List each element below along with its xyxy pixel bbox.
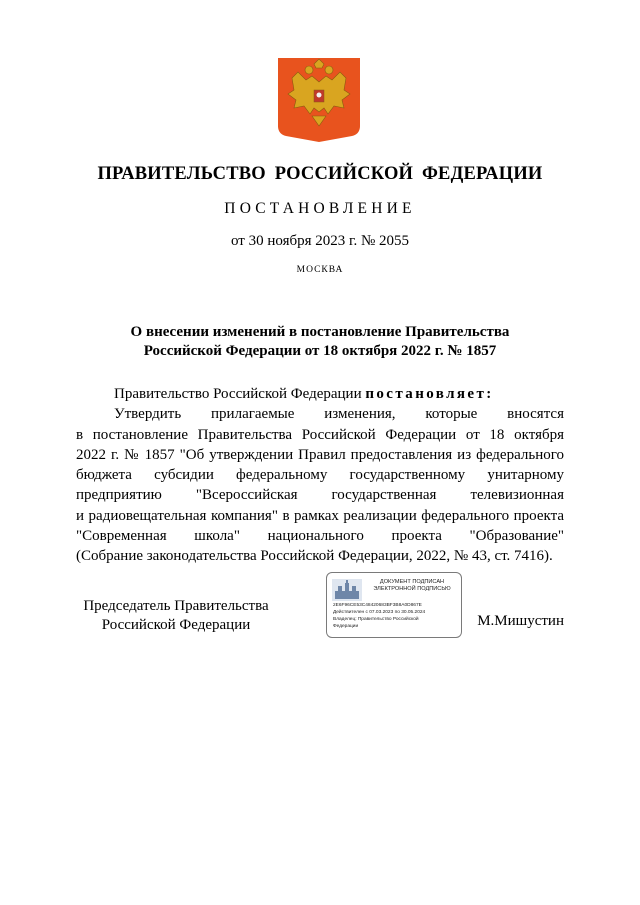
document-type: ПОСТАНОВЛЕНИЕ: [224, 200, 416, 217]
stamp-header-line-2: ЭЛЕКТРОННОЙ ПОДПИСЬЮ: [373, 586, 451, 592]
body-line: и радиовещательная компания" в рамках реализации федерального проекта: [76, 507, 564, 524]
document-subject: [0, 323, 640, 361]
stamp-owner-line-2: Федерации: [333, 624, 359, 629]
signer-position-line-1: Председатель Правительства: [83, 598, 269, 614]
body-line: "Современная школа" национального проекта "Образование": [76, 528, 564, 545]
signer-position-line-2: Российской Федерации: [101, 617, 251, 633]
resolves-word: постановляет:: [365, 386, 494, 402]
stamp-validity: Действителен с 07.03.2023 по 30.05.2024: [333, 610, 426, 615]
stamp-certificate: 2E6F96CE53C48420683BF3B8A0D867E: [333, 603, 422, 608]
body-line: предприятию "Всероссийская государственная телевизионная: [76, 487, 564, 504]
coat-of-arms-icon: [332, 579, 362, 601]
subject-line-1: О внесении изменений в постановление Правительства: [130, 324, 510, 340]
body-line: (Собрание законодательства Российской Федерации, 2022, № 43, ст. 7416).: [76, 548, 553, 565]
resolution-body: [76, 384, 564, 567]
resolves-line: [76, 384, 564, 404]
stamp-owner-line-1: Владелец: Правительство Российской: [333, 617, 419, 622]
stamp-header: [363, 579, 461, 593]
body-line: Утвердить прилагаемые изменения, которые вносятся: [114, 406, 564, 423]
subject-line-2: Российской Федерации от 18 октября 2022 г. № 1857: [143, 343, 497, 359]
body-line: в постановление Правительства Российской Федерации от 18 октября: [76, 426, 564, 443]
government-title: ПРАВИТЕЛЬСТВО РОССИЙСКОЙ ФЕДЕРАЦИИ: [97, 164, 543, 184]
electronic-signature-stamp: [326, 572, 462, 638]
signer-position: [76, 597, 276, 635]
coat-of-arms-icon: [276, 56, 362, 142]
stamp-header-line-1: ДОКУМЕНТ ПОДПИСАН: [379, 579, 445, 585]
signer-name: М.Мишустин: [477, 613, 564, 629]
body-line: 2022 г. № 1857 "Об утверждении Правил предоставления из федерального: [76, 446, 564, 463]
document-city: МОСКВА: [296, 265, 344, 275]
body-line: бюджета субсидии федеральному государственному унитарному: [76, 467, 564, 484]
resolves-prefix: Правительство Российской Федерации: [114, 386, 362, 402]
document-date-number: от 30 ноября 2023 г. № 2055: [230, 233, 410, 249]
